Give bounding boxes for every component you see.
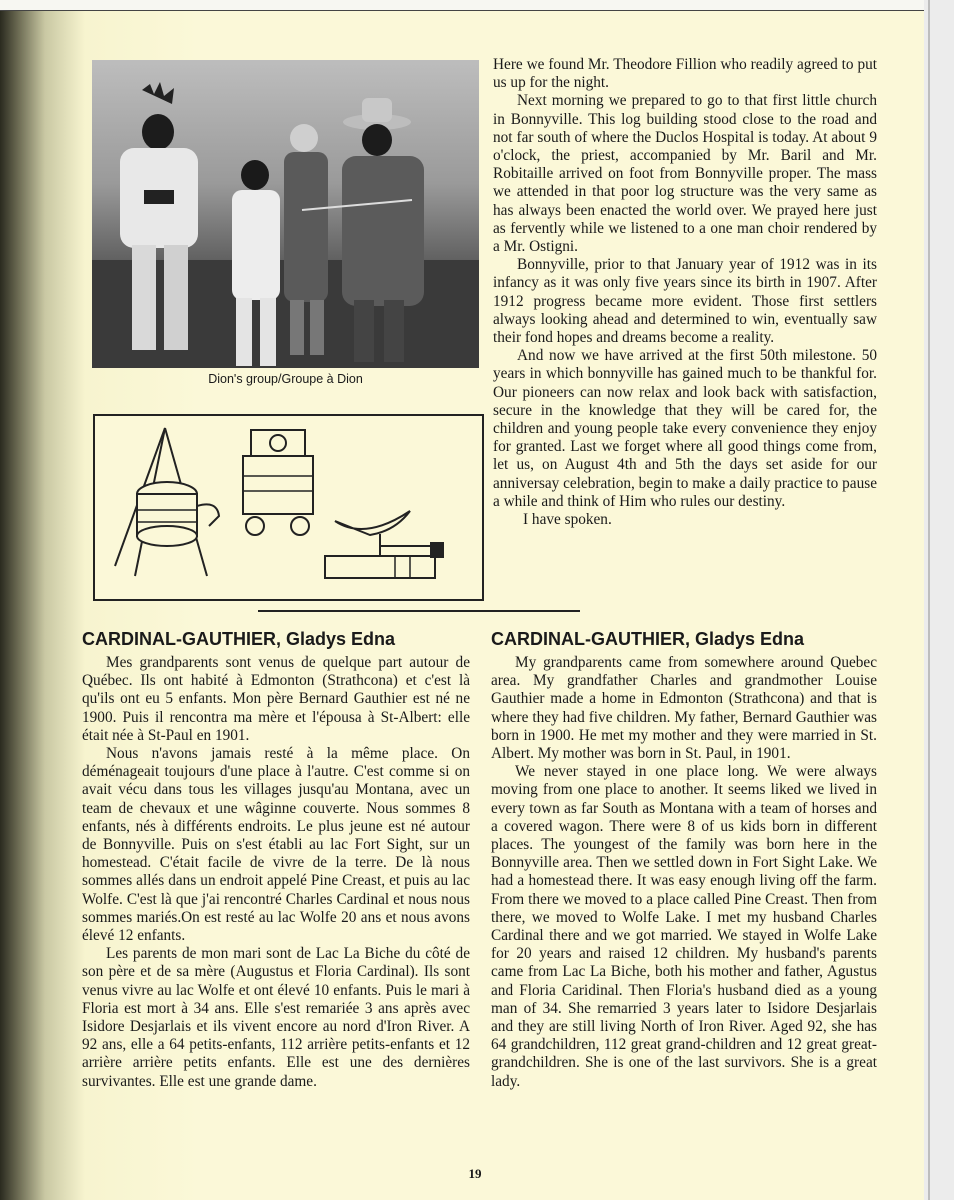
paragraph: Nous n'avons jamais resté à la même place. On déménageait toujours d'une place à l'autre. C'est comme si on avait vécu dans tous les villages jusqu'au Montana, avec un team de chevaux et une wâginne couverte. Nous sommes 8 enfants, nés à différents endroits. Le plus jeune est né autour de Bonnyville. Puis on s'est établi au lac Fort Sight, sur un homestead. C'était facile de vivre de la terre. De là nous sommes allés dans un endroit appelé Pine Creast, et puis au lac Wolfe. C'est là que j'ai rencontré Charles Cardinal et nous nous sommes mariés.On est resté au lac Wolfe 20 ans et nous avons élevé 12 enfants. — [82, 745, 470, 945]
paragraph: Mes grandparents sont venus de quelque part autour de Québec. Ils ont habité à Edmonton (Strathcona) et c'est là qu'ils ont eu 5 enfants. Mon père Bernard Gauthier est né ne 1900. Puis il rencontra ma mère et l'épousa à St-Albert: elle était née à St-Paul en 1901. — [82, 654, 470, 744]
group-photo — [92, 60, 479, 368]
article-heading-french: CARDINAL-GAUTHIER, Gladys Edna — [82, 629, 396, 649]
paragraph: Here we found Mr. Theodore Fillion who readily agreed to put us up for the night. — [493, 56, 877, 92]
paragraph: My grandparents came from somewhere around Quebec area. My grandfather Charles and grandmother Louise Gauthier made a home in Edmonton (Strathcona) and that is where they had five children. My father, Bernard Gauthier was born in 1900. He met my mother and they were married in St. Albert. My mother was born in St. Paul, in 1901. — [491, 654, 877, 763]
paragraph: Bonnyville, prior to that January year of 1912 was in its infancy as it was only five years since its birth in 1907. After 1912 progress became more evident. Those first settlers always looking ahead and determined to win, eventually saw their fond hopes and dreams become a reality. — [493, 256, 877, 347]
article-heading-english: CARDINAL-GAUTHIER, Gladys Edna — [491, 629, 805, 649]
french-article — [82, 628, 470, 1091]
english-article — [491, 628, 877, 1091]
paragraph: We never stayed in one place long. We were always moving from one place to another. It seems liked we lived in every town as far South as Montana with a team of horses and a covered wagon. There were 8 of us kids born in different places. The youngest of the family was born here in the Bonnyville area. Then we settled down in Fort Sight Lake. We had a homestead there. It was easy enough living off the farm. From there we moved to a place called Pine Creast. Then from there, we moved to Wolfe Lake. I met my husband Charles Cardinal there and we got married. We stayed in Wolfe Lake for 20 years and raised 12 children. My husband's parents came from Lac La Biche, both his mother and father, Agustus and Floria Caridinal. Then Floria's husband died as a young man of 34. She remarried 3 years later to Isidore Desjarlais and they are still living North of Iron River. Aged 92, she has 64 grandchildren, 112 great grand-children and 12 great great-grandchildren. She is one of the last survivors. She is a great lady. — [491, 763, 877, 1090]
page-number: 19 — [468, 1166, 482, 1181]
top-edge — [0, 0, 954, 11]
section-divider — [258, 610, 580, 612]
closing-line: I have spoken. — [523, 511, 612, 529]
paragraph: Les parents de mon mari sont de Lac La Biche du côté de son père et de sa mère (Augustus et Floria Cardinal). Ils sont venus vivre au lac Wolfe et ont élevé 10 enfants. Puis le mari à Floria est mort à 34 ans. Elle s'est remariée 3 ans après avec Isidore Desjarlais et ils vivent encore au nord d'Iron River. A 92 ans, elle a 64 petits-enfants, 112 arrière petits-enfants et 12 arrière arrière petits enfants. Elle est une des dernières survivantes. Elle est une grande dame. — [82, 945, 470, 1090]
antique-tools-illustration — [93, 414, 484, 601]
paragraph: Next morning we prepared to go to that first little church in Bonnyville. This log building stood close to the road and not far south of where the Duclos Hospital is today. At about 9 o'clock, the priest, accompanied by Mr. Baril and Mr. Robitaille arrived on foot from Bonnyville proper. The mass we attended in that poor log structure was the very same as has always been enacted the world over. We prayed here just as fervently while we listened to a one man choir rendered by a Mr. Ostigni. — [493, 92, 877, 256]
top-right-article — [493, 56, 877, 529]
photo-caption: Dion's group/Groupe à Dion — [208, 372, 363, 386]
paragraph: And now we have arrived at the first 50th milestone. 50 years in which bonnyville has gained much to be thankful for. Our pioneers can now relax and look back with satisfaction, secure in the knowledge that they will be cared for, the children and young people take every convenience they enjoy for granted. Last we forget where all good things come from, let us, on August 4th and 5th the days set aside for our anniversay celebration, begin to make a daily practice to pause a while and think of Him who rules our destiny. — [493, 347, 877, 510]
background-strip — [924, 0, 954, 1200]
